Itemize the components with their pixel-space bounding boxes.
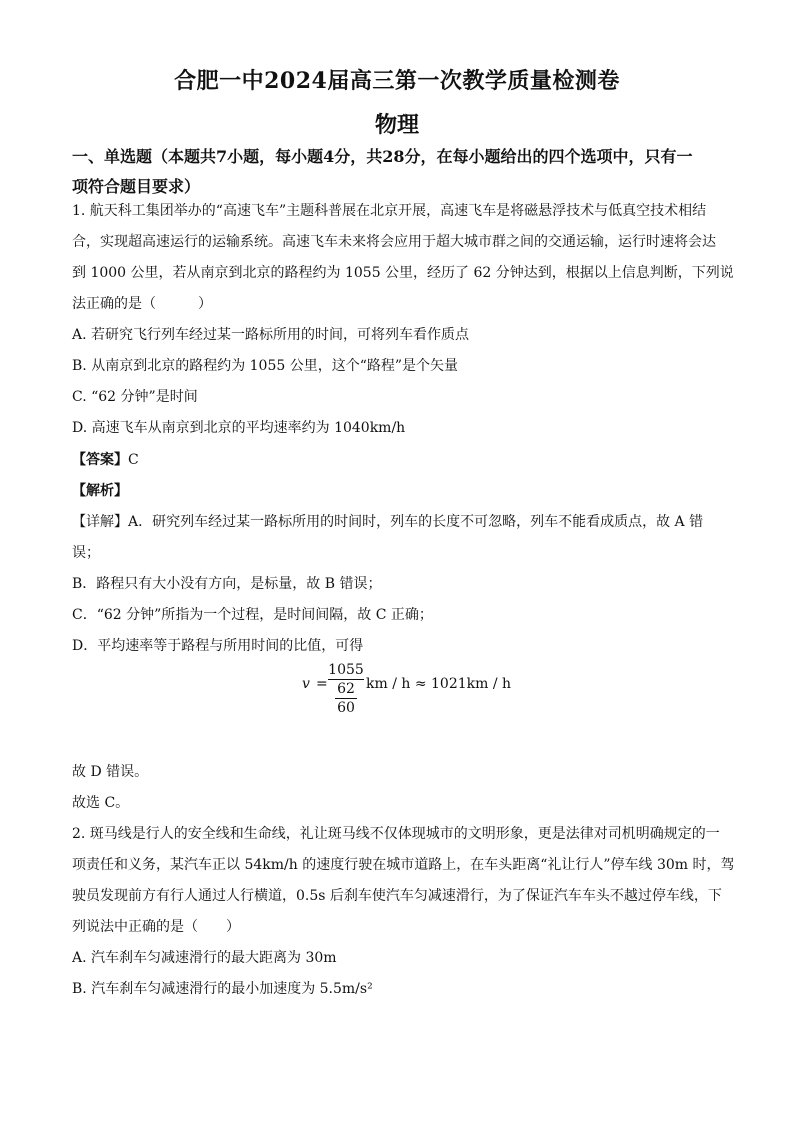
q2-stem-line: 驶员发现前方有行人通过人行横道，0.5s 后刹车使汽车匀减速滑行，为了保证汽车车头不越过停车线，下 xyxy=(72,888,722,904)
q1-stem-line: 1. 航天科工集团举办的“高速飞车”主题科普展在北京开展，高速飞车是将磁悬浮技术与低真空技术相结 xyxy=(72,203,707,219)
q1-answer xyxy=(72,450,724,470)
q1-detail-line: B．路程只有大小没有方向，是标量，故 B 错误； xyxy=(72,576,382,592)
formula-inner-numerator: 62 xyxy=(337,681,355,697)
q1-stem-line: 法正确的是（ ） xyxy=(72,296,212,312)
q1-option-b: B. 从南京到北京的路程约为 1055 公里，这个“路程”是个矢量 xyxy=(72,358,459,374)
q1-conclusion-line: 故 D 错误。 xyxy=(72,764,149,780)
formula-result: km / h ≈ 1021km / h xyxy=(366,676,512,692)
q1-stem-line: 到 1000 公里，若从南京到北京的路程约为 1055 公里，经历了 62 分钟达到，根据以上信息判断，下列说 xyxy=(72,265,734,281)
q1-option-c: C. “62 分钟”是时间 xyxy=(72,389,198,405)
q1-conclusion-line: 故选 C。 xyxy=(72,795,130,811)
section-heading-line-2: 项符合题目要求） xyxy=(72,177,201,196)
average-speed-formula xyxy=(302,662,512,726)
q2-stem-line: 项责任和义务，某汽车正以 54km/h 的速度行驶在城市道路上，在车头距离“礼让行人”停车线 30m 时，驾 xyxy=(72,857,735,873)
q2-option-a: A. 汽车刹车匀减速滑行的最大距离为 30m xyxy=(72,950,337,966)
q2-option-b: B. 汽车刹车匀减速滑行的最小加速度为 5.5m/s² xyxy=(72,981,373,997)
q1-analysis-label: 【解析】 xyxy=(72,483,128,499)
q2-stem-line: 列说法中正确的是（ ） xyxy=(72,919,240,935)
subject-title: 物理 xyxy=(374,112,419,138)
q1-option-a: A. 若研究飞行列车经过某一路标所用的时间，可将列车看作质点 xyxy=(72,327,470,343)
formula-equals: = xyxy=(316,676,328,692)
formula-inner-denominator: 60 xyxy=(337,700,355,716)
formula-numerator: 1055 xyxy=(328,662,364,678)
formula-fraction xyxy=(328,662,364,716)
q1-option-d: D. 高速飞车从南京到北京的平均速率约为 1040km/h xyxy=(72,420,406,436)
fraction-bar xyxy=(328,679,364,680)
q1-stem-line: 合，实现超高速运行的运输系统。高速飞车未来将会应用于超大城市群之间的交通运输，运行时速将会达 xyxy=(72,234,716,250)
inner-fraction-bar xyxy=(335,698,357,699)
answer-label: 【答案】 xyxy=(72,452,128,468)
q1-detail-line: C．“62 分钟”所指为一个过程，是时间间隔，故 C 正确； xyxy=(72,607,433,623)
section-heading-line-1: 一、单选题（本题共7小题，每小题4分，共28分，在每小题给出的四个选项中，只有一 xyxy=(72,147,693,166)
formula-denominator-fraction xyxy=(335,681,357,716)
q1-detail-line: D．平均速率等于路程与所用时间的比值，可得 xyxy=(72,638,364,654)
section-heading xyxy=(72,142,722,202)
exam-title: 合肥一中2024届高三第一次教学质量检测卷 xyxy=(174,68,620,94)
q1-detail-line: 【详解】A．研究列车经过某一路标所用的时间时，列车的长度不可忽略，列车不能看成质点，故 A 错 xyxy=(72,514,704,530)
answer-value: C xyxy=(128,452,139,468)
q2-stem-line: 2. 斑马线是行人的安全线和生命线，礼让斑马线不仅体现城市的文明形象，更是法律对司机明确规定的一 xyxy=(72,826,720,842)
q1-detail-line: 误； xyxy=(72,545,100,561)
formula-lhs: v xyxy=(302,676,310,692)
